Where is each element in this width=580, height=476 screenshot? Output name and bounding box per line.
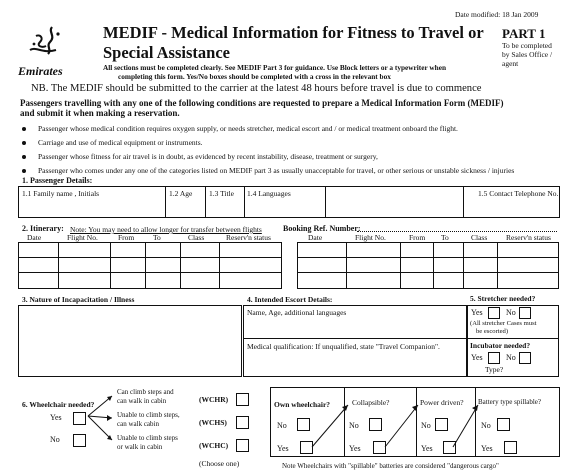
wchc-line2: or walk in cabin	[117, 442, 163, 451]
section4-title: 4. Intended Escort Details:	[247, 295, 333, 304]
wheelchair-yes-checkbox[interactable]	[73, 412, 86, 425]
wheelchair-no-label: No	[50, 435, 60, 444]
col-flight-2: Flight No.	[355, 233, 386, 242]
logo-text: Emirates	[18, 64, 63, 78]
section2-title: 2. Itinerary:	[22, 224, 64, 233]
wheelchair-no-checkbox[interactable]	[73, 434, 86, 447]
wchr-code: (WCHR)	[199, 395, 229, 404]
submission-notice: NB. The MEDIF should be submitted to the carrier at the latest 48 hours before travel is due to commence	[31, 83, 482, 94]
part-note-3: agent	[502, 59, 519, 68]
wchc-checkbox[interactable]	[236, 439, 249, 452]
stretcher-yes-label: Yes	[471, 308, 483, 317]
col-class-2: Class	[471, 233, 488, 242]
own-no-label: No	[277, 421, 287, 430]
incubator-yes-checkbox[interactable]	[488, 352, 500, 364]
stretcher-no-checkbox[interactable]	[519, 307, 531, 319]
col-from: From	[118, 233, 135, 242]
title-field[interactable]: 1.3 Title	[209, 189, 235, 198]
battery-no-label: No	[481, 421, 491, 430]
col-to: To	[153, 233, 161, 242]
escort-qualification-label: Medical qualification: If unqualified, state "Travel Companion".	[247, 342, 440, 351]
condition-bullet-2: Carriage and use of medical equipment or instruments.	[38, 138, 203, 147]
incubator-no-checkbox[interactable]	[519, 352, 531, 364]
booking-ref-label: Booking Ref. Number:	[283, 224, 361, 233]
date-modified: Date modified: 18 Jan 2009	[455, 10, 539, 19]
wheelchair-dependency-arrows	[270, 387, 560, 457]
instructions-line2: completing this form. Yes/No boxes should be completed with a cross in the relevant box	[118, 72, 391, 81]
wchs-code: (WCHS)	[199, 418, 227, 427]
section5-title: 5. Stretcher needed?	[470, 294, 536, 303]
col-date: Date	[27, 233, 42, 242]
bullet-icon	[22, 169, 26, 173]
wchs-option-text	[117, 411, 180, 428]
spillable-battery-footnote: Note Wheelchairs with "spillable" batteries are considered "dangerous cargo"	[282, 462, 499, 470]
intro-line1: Passengers travelling with any one of the following conditions are requested to prepare a Medical Information Form (MEDIF)	[20, 98, 504, 108]
incubator-yes-label: Yes	[471, 353, 483, 362]
wchr-option-text	[117, 388, 174, 405]
section1-title: 1. Passenger Details:	[22, 176, 93, 185]
age-field[interactable]: 1.2 Age	[169, 189, 193, 198]
col-status-2: Reserv'n status	[506, 233, 551, 242]
condition-bullet-1: Passenger whose medical condition requires oxygen supply, or needs stretcher, medical escort and / or medical treatment onboard the flight.	[38, 124, 458, 133]
stretcher-note-1: (All stretcher Cases must	[470, 320, 537, 327]
contact-telephone-field[interactable]: 1.5 Contact Telephone No.	[478, 189, 559, 198]
collapsible-yes-label: Yes	[349, 444, 361, 453]
battery-yes-label: Yes	[481, 444, 493, 453]
battery-spillable-label: Battery type spillable?	[478, 398, 541, 406]
bullet-icon	[22, 141, 26, 145]
wchr-line2: can walk in cabin	[117, 396, 167, 405]
incubator-no-label: No	[506, 353, 516, 362]
wchs-line2: can walk cabin	[117, 419, 159, 428]
bullet-icon	[22, 155, 26, 159]
instructions-line1: All sections must be completed clearly. See MEDIF Part 3 for guidance. Use Block letters or a typewriter when	[103, 63, 447, 72]
col-from-2: From	[409, 233, 426, 242]
power-yes-label: Yes	[421, 444, 433, 453]
itinerary-note: Note: You may need to allow longer for transfer between flights	[70, 225, 262, 234]
booking-ref-line[interactable]	[357, 231, 557, 232]
power-no-label: No	[421, 421, 431, 430]
power-driven-label: Power driven?	[420, 398, 464, 407]
col-to-2: To	[441, 233, 449, 242]
own-yes-label: Yes	[277, 444, 289, 453]
wchr-checkbox[interactable]	[236, 393, 249, 406]
section3-title: 3. Nature of Incapacitation / Illness	[22, 295, 135, 304]
emirates-calligraphy-icon	[22, 24, 66, 66]
wchs-checkbox[interactable]	[236, 416, 249, 429]
collapsible-label: Collapsible?	[352, 398, 390, 407]
itinerary-grid-right[interactable]	[297, 242, 559, 289]
part-note-2: by Sales Office /	[502, 50, 553, 59]
escort-name-label: Name, Age, additional languages	[247, 308, 347, 317]
incubator-label: Incubator needed?	[470, 341, 531, 350]
wchc-option-text	[117, 434, 178, 451]
collapsible-no-label: No	[349, 421, 359, 430]
col-flight: Flight No.	[67, 233, 98, 242]
form-title-line2: Special Assistance	[103, 43, 230, 62]
intro-line2: and submit it when making a reservation.	[20, 108, 180, 118]
wheelchair-branch-arrows	[86, 392, 116, 452]
wchc-line1: Unable to climb steps	[117, 434, 178, 442]
form-title-line1: MEDIF - Medical Information for Fitness to Travel or	[103, 23, 484, 42]
wchs-line1: Unable to climb steps,	[117, 411, 180, 419]
col-date-2: Date	[308, 233, 323, 242]
choose-one-note: (Choose one)	[199, 459, 240, 468]
condition-bullet-4: Passenger who comes under any one of the categories listed on MEDIF part 3 as usually unacceptable for travel, or other serious or unstable sickness / injuries	[38, 166, 515, 175]
condition-bullet-3: Passenger whose fitness for air travel is in doubt, as evidenced by recent instability, disease, treatment or surgery,	[38, 152, 378, 161]
emirates-logo	[22, 24, 66, 66]
wchr-line1: Can climb steps and	[117, 388, 174, 396]
languages-field[interactable]: 1.4 Languages	[247, 189, 291, 198]
wheelchair-yes-label: Yes	[50, 413, 62, 422]
part-label: PART 1	[502, 26, 546, 41]
stretcher-yes-checkbox[interactable]	[488, 307, 500, 319]
section6-title: 6. Wheelchair needed?	[22, 400, 95, 409]
col-class: Class	[188, 233, 205, 242]
own-wheelchair-label: Own wheelchair?	[274, 400, 331, 409]
bullet-icon	[22, 127, 26, 131]
part-note-1: To be completed	[502, 41, 552, 50]
incapacitation-box[interactable]	[18, 305, 242, 377]
stretcher-no-label: No	[506, 308, 516, 317]
incubator-type-label: Type?	[485, 365, 504, 374]
wchc-code: (WCHC)	[199, 441, 229, 450]
stretcher-note-2: be escorted)	[476, 328, 509, 335]
col-status: Reserv'n status	[226, 233, 271, 242]
family-name-field[interactable]: 1.1 Family name , Initials	[22, 189, 100, 198]
